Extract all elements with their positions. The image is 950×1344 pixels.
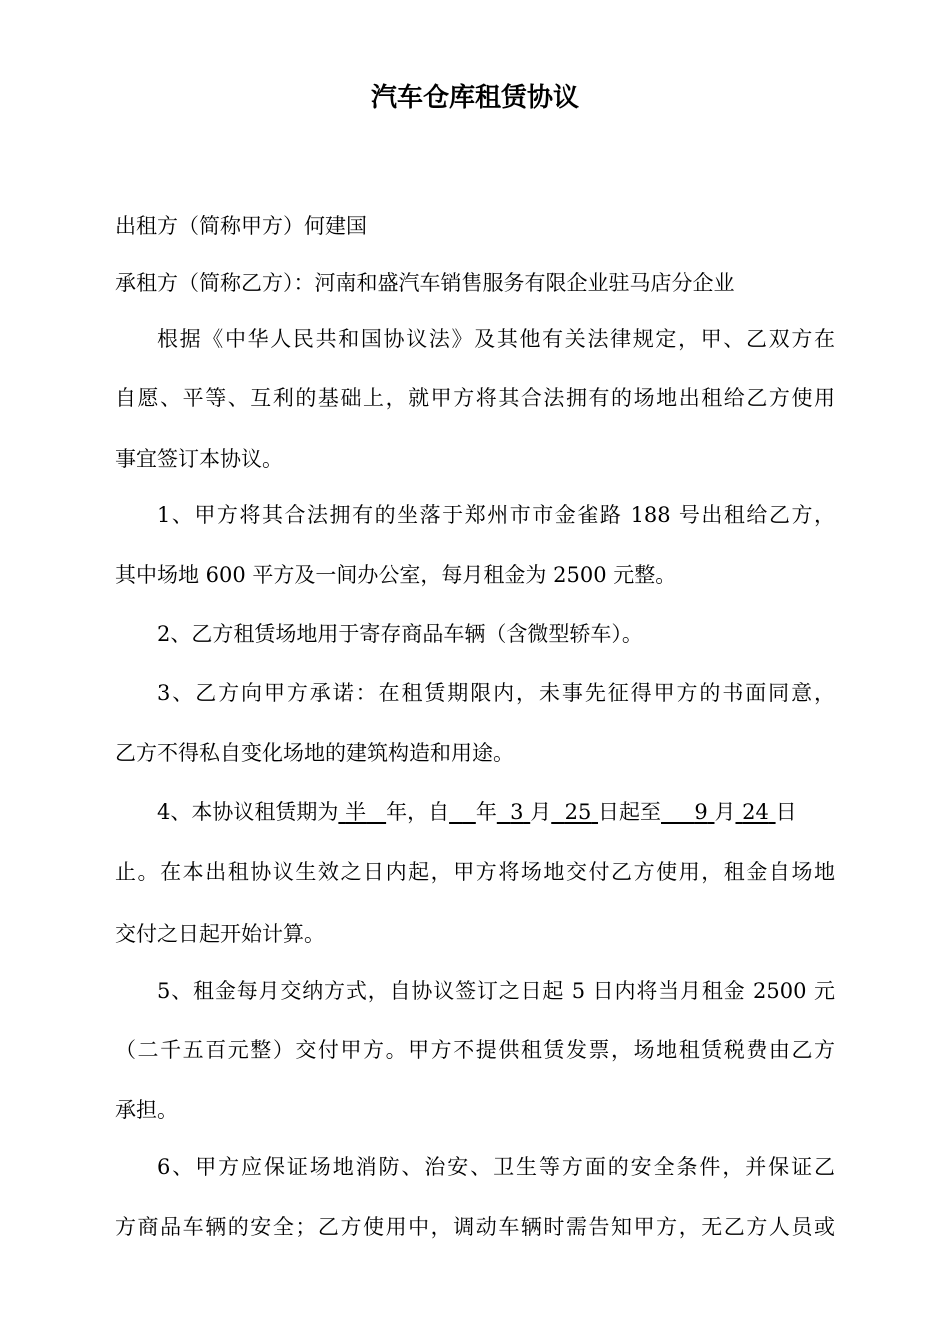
- start-month-value: 3: [510, 800, 524, 824]
- clause-4-text-b: 年，自: [386, 800, 450, 824]
- clause-4-text-d: 月: [530, 800, 552, 824]
- end-day-blank: [735, 800, 775, 824]
- clause-4-text-a: 4、本协议租赁期为: [157, 800, 339, 824]
- clause-6-line-1: 6、甲方应保证场地消防、治安、卫生等方面的安全条件，并保证乙: [157, 1155, 835, 1179]
- end-month-blank: [661, 800, 714, 824]
- clause-1-line-2: 其中场地 600 平方及一间办公室，每月租金为 2500 元整。: [115, 563, 677, 587]
- clause-5-line-2: （二千五百元整）交付甲方。甲方不提供租赁发票，场地租赁税费由乙方: [115, 1038, 835, 1062]
- lessee-line: 承租方（简称乙方）：河南和盛汽车销售服务有限企业驻马店分企业: [115, 271, 735, 295]
- intro-line-1: 根据《中华人民共和国协议法》及其他有关法律规定，甲、乙双方在: [157, 327, 835, 351]
- start-month-blank: [497, 800, 530, 824]
- intro-line-2: 自愿、平等、互利的基础上，就甲方将其合法拥有的场地出租给乙方使用: [115, 386, 835, 410]
- clause-4-line-1: [157, 797, 797, 827]
- clause-1-line-1: 1、甲方将其合法拥有的坐落于郑州市市金雀路 188 号出租给乙方，: [157, 503, 835, 527]
- clause-5-line-3: 承担。: [115, 1098, 178, 1122]
- clause-4-text-g: 日: [775, 800, 797, 824]
- lessor-line: 出租方（简称甲方）何建国: [115, 214, 367, 238]
- document-title: 汽车仓库租赁协议: [370, 83, 579, 113]
- clause-6-line-2: 方商品车辆的安全；乙方使用中，调动车辆时需告知甲方，无乙方人员或: [115, 1215, 835, 1239]
- end-day-value: 24: [742, 800, 769, 824]
- year-blank: [449, 800, 476, 824]
- clause-5-line-1: 5、租金每月交纳方式，自协议签订之日起 5 日内将当月租金 2500 元: [157, 979, 835, 1003]
- term-blank: [338, 800, 386, 824]
- term-value: 半: [345, 800, 367, 824]
- clause-3-line-2: 乙方不得私自变化场地的建筑构造和用途。: [115, 741, 514, 765]
- clause-3-line-1: 3、乙方向甲方承诺：在租赁期限内，未事先征得甲方的书面同意，: [157, 681, 835, 705]
- start-day-blank: [551, 800, 598, 824]
- clause-4-text-e: 日起至: [598, 800, 662, 824]
- clause-4-text-c: 年: [475, 800, 497, 824]
- start-day-value: 25: [564, 800, 592, 824]
- clause-4-line-2: 止。在本出租协议生效之日内起，甲方将场地交付乙方使用，租金自场地: [115, 860, 835, 884]
- clause-2-line-1: 2、乙方租赁场地用于寄存商品车辆（含微型轿车）。: [157, 622, 643, 646]
- clause-4-line-3: 交付之日起开始计算。: [115, 922, 325, 946]
- clause-4-text-f: 月: [714, 800, 736, 824]
- end-month-value: 9: [694, 800, 708, 824]
- intro-line-3: 事宜签订本协议。: [115, 447, 283, 471]
